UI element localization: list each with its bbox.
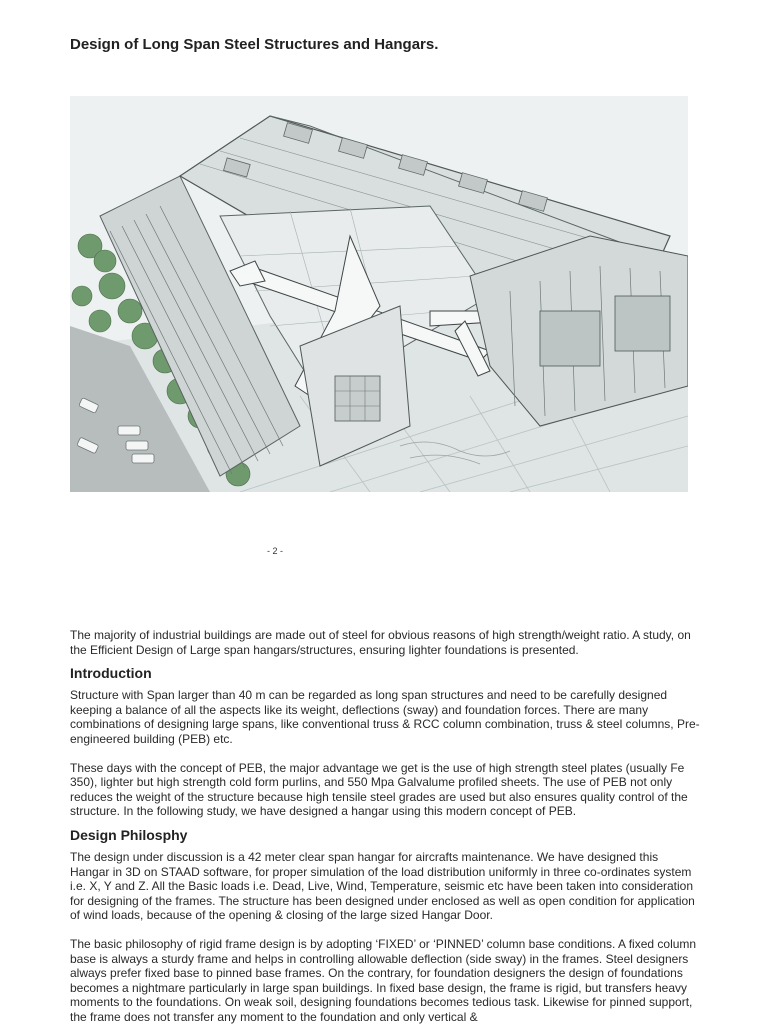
section-heading-design-philosophy: Design Philosphy bbox=[70, 826, 188, 843]
intro-paragraph: The majority of industrial buildings are made out of steel for obvious reasons of high strength/weight ratio. A study, on the Efficient Design of Large span hangars/structures, ensuring lighter foundations is presented. bbox=[70, 628, 691, 657]
introduction-paragraph-1: Structure with Span larger than 40 m can be regarded as long span structures and need to be carefully designed keeping a balance of all the aspects like its weight, deflections (sway) and foundation forces. There are many combinations of designing large spans, like conventional truss & RCC column combination, truss & steel columns, Pre-engineered building (PEB) etc. bbox=[70, 688, 700, 746]
design-philosophy-paragraph-2: The basic philosophy of rigid frame design is by adopting ‘FIXED’ or ‘PINNED’ column base conditions. A fixed column base is always a sturdy frame and helps in controlling allowable deflection (side sway) in the frames. Steel designers always prefer fixed base to pinned base frames. On the contrary, for foundation designers the design of foundations becomes a nightmare particularly in large span buildings. In fixed base design, the frame is rigid, but transfers heavy moments to the foundations. On weak soil, designing foundations becomes tedious task. Likewise for pinned support, the frame does not transfer any moment to the foundation and only vertical & bbox=[70, 936, 697, 1024]
introduction-paragraph-2: These days with the concept of PEB, the major advantage we get is the use of high strength steel plates (usually Fe 350), lighter but high strength cold form purlins, and 550 Mpa Galvalume profiled sheets. The use of PEB not only reduces the weight of the structure because high tensile steel grades are used but also ensures quality control of the structure. In the following study, we have designed a hangar using this modern concept of PEB. bbox=[70, 760, 688, 819]
design-philosophy-paragraph-1: The design under discussion is a 42 meter clear span hangar for aircrafts maintenance. We have designed this Hangar in 3D on STAAD software, for proper simulation of the load distribution uniformly in three co-ordinates system i.e. X, Y and Z. All the Basic loads i.e. Dead, Live, Wind, Temperature, seismic etc have been taken into consideration for designing of the frames. The structure has been designed under enclosed as well as open condition for application of wind loads, because of the opening & closing of the large sized Hangar Door. bbox=[70, 849, 695, 923]
section-heading-introduction: Introduction bbox=[70, 665, 152, 682]
document-body bbox=[70, 628, 700, 1024]
page-number: - 2 - bbox=[267, 546, 284, 556]
document-title: Design of Long Span Steel Structures and Hangars. bbox=[70, 36, 439, 53]
hangar-illustration bbox=[70, 96, 688, 492]
